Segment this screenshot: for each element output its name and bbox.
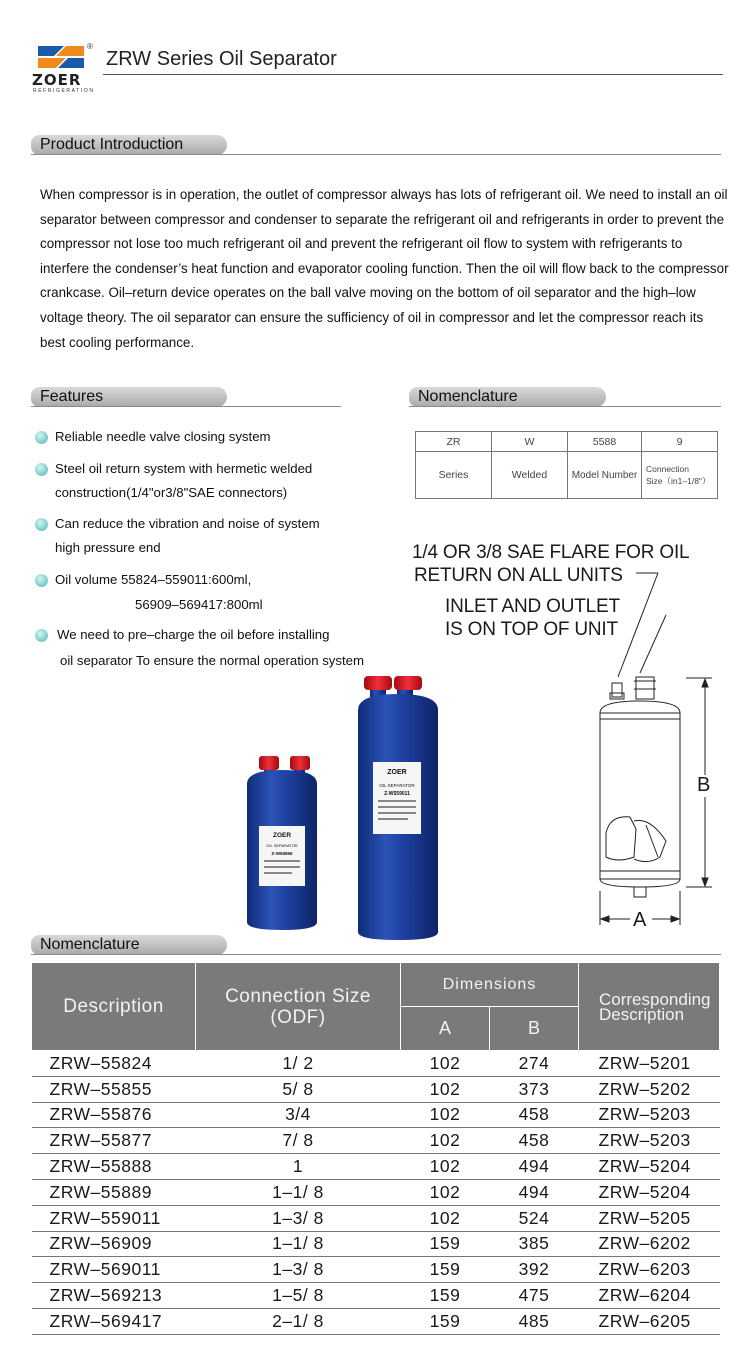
feature-text: We need to pre–charge the oil before installing <box>57 627 330 642</box>
product-photo <box>240 670 440 946</box>
connection-size-cell: 1–1/ 8 <box>196 1231 401 1257</box>
nomenclature-table <box>415 431 718 499</box>
code-cell: ZR <box>416 432 492 452</box>
header-corresponding-line: Corresponding <box>599 989 711 1009</box>
dim-a-cell: 102 <box>401 1179 490 1205</box>
table-row <box>32 1076 720 1102</box>
meaning-cell: Welded <box>492 452 568 499</box>
header-dim-a: A <box>401 1007 490 1051</box>
dim-b-cell: 494 <box>490 1154 579 1180</box>
dim-b-cell: 392 <box>490 1257 579 1283</box>
model-cell: ZRW–569213 <box>32 1283 196 1309</box>
svg-text:ZOER: ZOER <box>387 769 407 776</box>
section-title: Nomenclature <box>418 388 518 405</box>
logo-wordmark: ZOER <box>32 71 82 89</box>
meaning-cell: Model Number <box>568 452 642 499</box>
section-title: Product Introduction <box>40 136 184 153</box>
table-row <box>32 1154 720 1180</box>
dim-a-cell: 102 <box>401 1128 490 1154</box>
header-corresponding-line: Description <box>599 1004 685 1024</box>
connection-size-cell: 2–1/ 8 <box>196 1308 401 1334</box>
corresponding-cell: ZRW–5203 <box>579 1102 720 1128</box>
connection-size-cell: 3/4 <box>196 1102 401 1128</box>
corresponding-cell: ZRW–5204 <box>579 1179 720 1205</box>
connection-size-cell: 1 <box>196 1154 401 1180</box>
model-cell: ZRW–55877 <box>32 1128 196 1154</box>
table-row <box>32 1257 720 1283</box>
diagram-label-inlet-cont: IS ON TOP OF UNIT <box>445 619 618 640</box>
dim-b-cell: 385 <box>490 1231 579 1257</box>
table-row <box>32 1205 720 1231</box>
feature-text: Steel oil return system with hermetic welded <box>55 461 313 476</box>
header-corresponding <box>579 963 720 1051</box>
header-connection-size <box>196 963 401 1051</box>
bullet-icon <box>35 629 48 642</box>
corresponding-cell: ZRW–5202 <box>579 1076 720 1102</box>
dim-a-cell: 102 <box>401 1102 490 1128</box>
section-rule <box>31 406 341 407</box>
bullet-icon <box>35 431 48 444</box>
code-cell: 9 <box>642 432 718 452</box>
dim-b-cell: 458 <box>490 1102 579 1128</box>
feature-text-cont: high pressure end <box>55 540 161 555</box>
model-cell: ZRW–55824 <box>32 1051 196 1077</box>
table-row <box>32 1128 720 1154</box>
logo-subtitle: REFRIGERATION <box>33 88 95 94</box>
svg-text:OIL SEPARATOR: OIL SEPARATOR <box>266 843 298 848</box>
bullet-icon <box>35 463 48 476</box>
large-oil-separator-icon <box>358 676 438 940</box>
meaning-line: Connection <box>646 464 690 474</box>
brand-logo <box>30 40 94 96</box>
code-cell: 5588 <box>568 432 642 452</box>
dim-b-cell: 475 <box>490 1283 579 1309</box>
dimension-label-b: B <box>697 774 711 796</box>
section-title: Nomenclature <box>40 936 140 953</box>
model-cell: ZRW–56909 <box>32 1231 196 1257</box>
dim-a-cell: 159 <box>401 1231 490 1257</box>
dim-b-cell: 494 <box>490 1179 579 1205</box>
feature-text: Can reduce the vibration and noise of system <box>55 516 320 531</box>
table-row <box>32 1308 720 1334</box>
meaning-cell: Series <box>416 452 492 499</box>
corresponding-cell: ZRW–5204 <box>579 1154 720 1180</box>
specification-table <box>31 962 720 1335</box>
nomenclature-codes-row <box>416 432 718 452</box>
model-cell: ZRW–55889 <box>32 1179 196 1205</box>
feature-text: Reliable needle valve closing system <box>55 429 271 444</box>
corresponding-cell: ZRW–6202 <box>579 1231 720 1257</box>
section-title: Features <box>40 388 104 405</box>
dim-a-cell: 102 <box>401 1076 490 1102</box>
header-description: Description <box>32 963 196 1051</box>
small-oil-separator-icon <box>247 756 317 930</box>
svg-text:Z-W55856: Z-W55856 <box>271 851 293 856</box>
corresponding-cell: ZRW–5203 <box>579 1128 720 1154</box>
diagram-label-flare-cont: RETURN ON ALL UNITS <box>414 565 623 586</box>
corresponding-cell: ZRW–6205 <box>579 1308 720 1334</box>
title-divider <box>103 74 723 75</box>
corresponding-cell: ZRW–6204 <box>579 1283 720 1309</box>
intro-paragraph: When compressor is in operation, the outlet of compressor always has lots of refrigerant oil. We need to install an oil separator between compressor and condenser to separate the refrigerant oil and refrigerants in order to prevent the compressor not lose too much refrigerant oil and prevent the refrigerant oil flow to system with refrigerants to interfere the condenser’s heat function and evaporator cooling function. Then the oil will flow back to the compressor crankcase. Oil–return device operates on the ball valve moving on the bottom of oil separator and the high–low voltage theory. The oil separator can ensure the sufficiency of oil in compressor and let the compressor reach its best cooling performance. <box>40 187 729 350</box>
header-dim-b: B <box>490 1007 579 1051</box>
dim-b-cell: 373 <box>490 1076 579 1102</box>
connection-size-cell: 1–1/ 8 <box>196 1179 401 1205</box>
feature-text-cont: 56909–569417:800ml <box>135 597 263 612</box>
feature-text-cont: oil separator To ensure the normal operation system <box>60 653 364 668</box>
svg-text:ZOER: ZOER <box>272 832 292 839</box>
connection-size-cell: 5/ 8 <box>196 1076 401 1102</box>
header-connection-line: (ODF) <box>270 1006 326 1028</box>
dimension-diagram <box>590 565 730 930</box>
page-title: ZRW Series Oil Separator <box>106 48 337 70</box>
model-cell: ZRW–569417 <box>32 1308 196 1334</box>
table-row <box>32 1179 720 1205</box>
connection-size-cell: 7/ 8 <box>196 1128 401 1154</box>
dim-b-cell: 274 <box>490 1051 579 1077</box>
dim-b-cell: 485 <box>490 1308 579 1334</box>
meaning-cell <box>642 452 718 499</box>
dim-b-cell: 458 <box>490 1128 579 1154</box>
dim-b-cell: 524 <box>490 1205 579 1231</box>
diagram-label-flare: 1/4 OR 3/8 SAE FLARE FOR OIL <box>412 542 690 563</box>
zoer-logo-icon <box>36 42 86 72</box>
dim-a-cell: 102 <box>401 1154 490 1180</box>
section-rule <box>31 954 721 955</box>
table-row <box>32 1283 720 1309</box>
corresponding-cell: ZRW–6203 <box>579 1257 720 1283</box>
table-row <box>32 1051 720 1077</box>
dim-a-cell: 102 <box>401 1051 490 1077</box>
model-cell: ZRW–55888 <box>32 1154 196 1180</box>
table-row <box>32 1231 720 1257</box>
feature-text-cont: construction(1/4"or3/8"SAE connectors) <box>55 485 288 500</box>
nomenclature-meaning-row <box>416 452 718 499</box>
corresponding-cell: ZRW–5205 <box>579 1205 720 1231</box>
header-dimensions: Dimensions <box>401 963 579 1007</box>
section-rule <box>31 154 721 155</box>
meaning-line: Size（in1–1/8"） <box>646 476 711 486</box>
bullet-icon <box>35 518 48 531</box>
model-cell: ZRW–55855 <box>32 1076 196 1102</box>
spec-table-body <box>32 1051 720 1335</box>
diagram-label-inlet: INLET AND OUTLET <box>445 596 620 617</box>
connection-size-cell: 1/ 2 <box>196 1051 401 1077</box>
dim-a-cell: 159 <box>401 1283 490 1309</box>
header-connection-line: Connection Size <box>225 985 371 1007</box>
corresponding-cell: ZRW–5201 <box>579 1051 720 1077</box>
connection-size-cell: 1–5/ 8 <box>196 1283 401 1309</box>
dim-a-cell: 159 <box>401 1308 490 1334</box>
leader-line <box>618 573 658 677</box>
table-row <box>32 1102 720 1128</box>
feature-text: Oil volume 55824–559011:600ml, <box>55 572 252 587</box>
dim-a-cell: 159 <box>401 1257 490 1283</box>
connection-size-cell: 1–3/ 8 <box>196 1257 401 1283</box>
spec-header-row <box>32 963 720 1007</box>
model-cell: ZRW–569011 <box>32 1257 196 1283</box>
bullet-icon <box>35 574 48 587</box>
model-cell: ZRW–559011 <box>32 1205 196 1231</box>
svg-text:Z-W559011: Z-W559011 <box>384 791 410 797</box>
leader-line <box>640 615 666 673</box>
dim-a-cell: 102 <box>401 1205 490 1231</box>
connection-size-cell: 1–3/ 8 <box>196 1205 401 1231</box>
section-rule <box>409 406 721 407</box>
model-cell: ZRW–55876 <box>32 1102 196 1128</box>
registered-mark: ® <box>87 42 93 51</box>
code-cell: W <box>492 432 568 452</box>
svg-text:OIL SEPARATOR: OIL SEPARATOR <box>379 783 415 788</box>
dimension-label-a: A <box>633 909 647 931</box>
